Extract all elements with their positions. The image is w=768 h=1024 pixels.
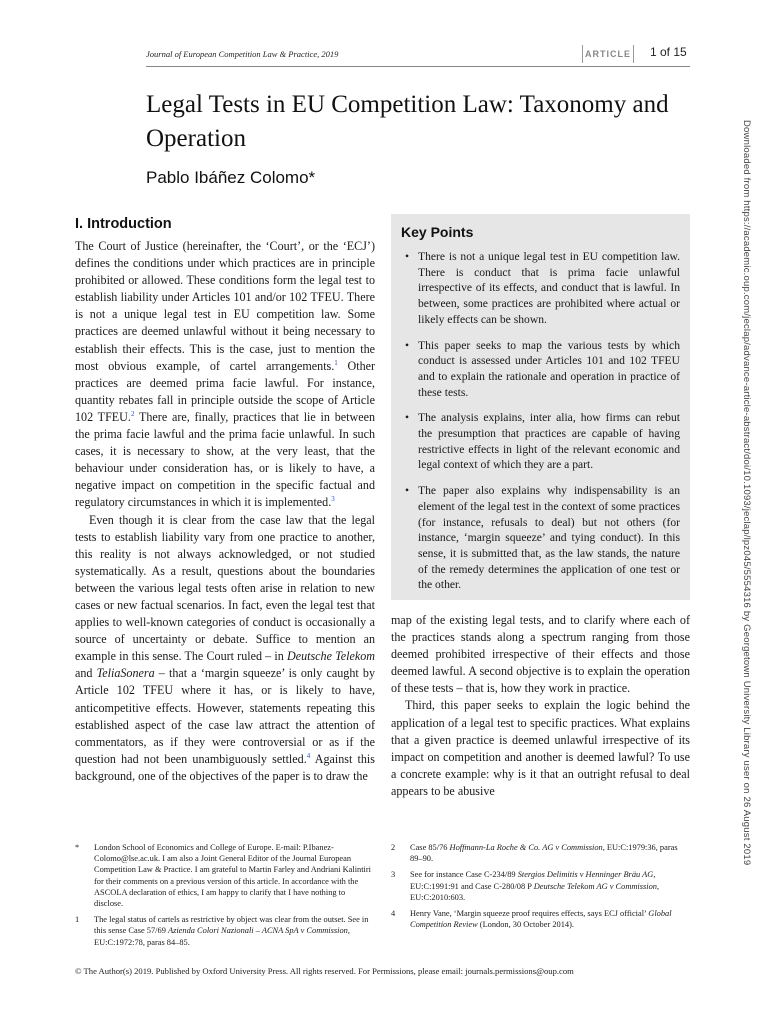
intro-paragraph-1: The Court of Justice (hereinafter, the ‘Court’, or the ‘ECJ’) defines the conditions under which practices are in principle prohibited or allowed. These conditions form the legal test to establish liability under Articles 101 and/or 102 TFEU. There is not a unique legal test in EU competition law. Some practices are deemed unlawful without it being necessary to establish their effects. This is the case, just to mention the most obvious example, of cartel arrangements.$^1$ Other practices are deemed prima facie lawful. For instance, quantity rebates fall in principle outside the scope of Article 102 TFEU.$^2$ There are, finally, practices that lie in between the prima facie lawful and the prima facie unlawful. In such cases, it is necessary to show, at the very least, that the behaviour under consideration has, or is likely to have, a negative impact on competition in the specific factual and regulatory circumstances in which it is implemented.$^3$ [75, 239, 376, 510]
key-point-item: • There is not a unique legal test in EU competition law. There is conduct that is prima facie unlawful irrespective of its effects, and conduct that is lawful. In between, some practices are prohibited where actual or likely effects can be shown. [405, 250, 680, 326]
footnote-4: 4 Henry Vane, ‘Margin squeeze proof requires effects, says ECJ official’ Global Competition Review (London, 30 October 2014). [391, 909, 672, 930]
footnote-2: 2 Case 85/76 Hoffmann-La Roche & Co. AG v Commission, EU:C:1979:36, paras 89–90. [391, 843, 678, 864]
key-point-item: • This paper seeks to map the various tests by which conduct is assessed under Articles 101 and 102 TFEU and to explain the rationale and operation in practice of these tests. [405, 338, 680, 399]
intro-paragraph-2: Even though it is clear from the case law that the legal tests to establish liability vary from one practice to another, this reality is not always acknowledged, or not studied systematically. As a result, questions about the boundaries between the various legal tests often arise in relation to new cases or new factual scenarios. In fact, even the legal test that applies to well-known categories of conduct is occasionally a source of uncertainty or debate. Suffice to mention an example in this sense. The Court ruled – in Deutsche Telekom and TeliaSonera – that a ‘margin squeeze’ is only caught by Article 102 TFEU where it has, or is likely to have, anticompetitive effects. However, statements repeating this established aspect of the case law attract the attention of commentators, as if they were controversial or as if the question had not been unambiguously settled.$^4$ Against this background, one of the objectives of the paper is to draw the [75, 512, 375, 783]
footnote-author: * London School of Economics and College of Europe. E-mail: P.Ibanez-Colomo@lse.ac.uk. I am also a Joint General Editor of the Journal European Competition Law & Practice. I am grateful to Martin Farley and Andriani Kalintiri for their comments on a previous version of this article. In accordance with the ASCOLA declaration of ethics, I am happy to clarify that I have nothing to disclose. [75, 843, 371, 909]
footnote-ref-3[interactable]: 3 [331, 495, 335, 504]
author-name: Pablo Ibáñez Colomo* [146, 168, 316, 187]
page-number: 1 of 15 [650, 45, 687, 59]
footnotes-left [75, 842, 375, 953]
download-watermark: Downloaded from https://academic.oup.com/jeclap/advance-article-abstract/doi/10.1093/jeclap/lpz045/5554316 by Georgetown University Library user on 26 August 2019 [741, 120, 752, 866]
right-paragraph-2: Third, this paper seeks to explain the logic behind the application of a legal test to specific practices. What explains that a given practice is deemed unlawful irrespective of its impact on competition and another is deemed lawful? To use a concrete example: why is it that an outright refusal to deal appears to be abusive [391, 698, 690, 798]
footnote-ref-4[interactable]: 4 [306, 751, 311, 760]
key-points-title: Key Points [401, 224, 474, 240]
footnote-ref-1[interactable]: 1 [334, 358, 338, 367]
intro-right-column [391, 612, 690, 800]
intro-left-column [75, 238, 375, 785]
bullet-icon: • [405, 250, 410, 263]
footnote-3: 3 See for instance Case C-234/89 Stergios Delimitis v Henninger Bräu AG, EU:C:1991:91 and Case C-280/08 P Deutsche Telekom AG v Commission, EU:C:2010:603. [391, 870, 660, 902]
footnote-1: 1 The legal status of cartels as restrictive by object was clear from the outset. See in this sense Case 57/69 Azienda Colori Nazionali – ACNA SpA v Commission, EU:C:1972:78, paras 84–85. [75, 915, 369, 947]
header-divider [146, 66, 690, 67]
article-title: Legal Tests in EU Competition Law: Taxonomy and Operation [146, 91, 669, 152]
right-paragraph-1: map of the existing legal tests, and to clarify where each of the practices stands along a spectrum ranging from those deemed prohibited irrespective of their effects and those deemed lawful. A second objective is to explain the operation of these tests – that is, how they work in practice. [391, 613, 690, 696]
copyright-footer: © The Author(s) 2019. Published by Oxford University Press. All rights reserved. For Permissions, please email: journals.permissions@oup.com [75, 966, 574, 976]
bullet-icon: • [405, 338, 410, 352]
journal-name: Journal of European Competition Law & Practice, 2019 [146, 49, 339, 59]
key-point-item: • The paper also explains why indispensability is an element of the legal test in the context of some practices (for instance, refusals to deal) but not others (for instance, ‘margin squeeze’ and tying conduct). In this sense, it is submitted that, as the law stands, the nature of the remedy determines the application of one test or the other. [405, 484, 680, 592]
key-points-box [391, 214, 690, 600]
bullet-icon: • [405, 484, 410, 498]
bullet-icon: • [405, 411, 410, 425]
article-type-badge: ARTICLE [582, 45, 634, 63]
section-heading: I. Introduction [75, 216, 172, 232]
key-point-item: • The analysis explains, inter alia, how firms can rebut the presumption that practices are capable of having restrictive effects in light of the relevant economic and legal context of which they are a part. [405, 411, 680, 472]
footnotes-right [391, 842, 690, 935]
footnote-ref-2[interactable]: 2 [130, 409, 135, 418]
